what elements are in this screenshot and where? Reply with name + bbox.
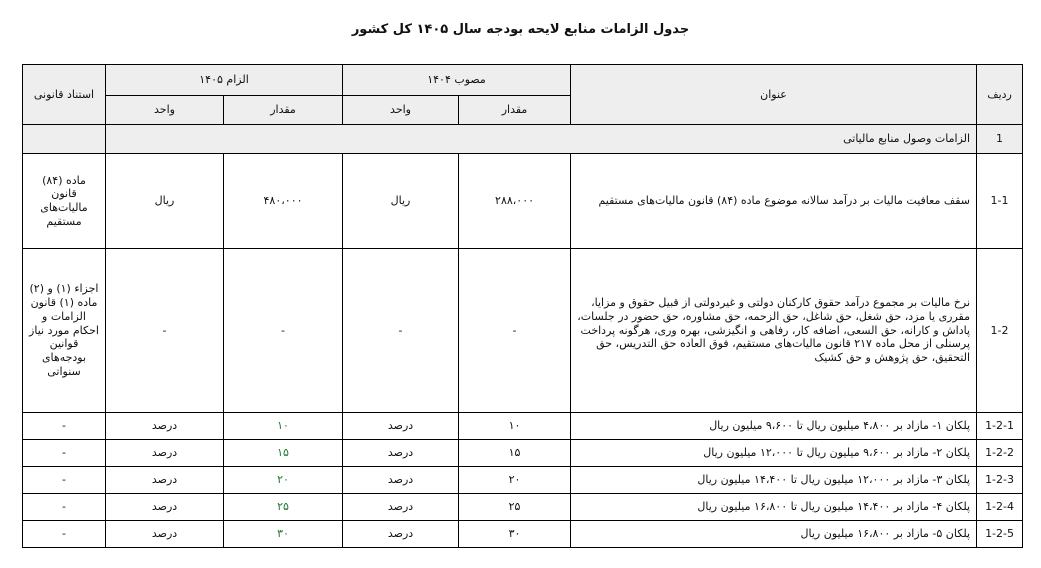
row-number: 1-2 bbox=[977, 249, 1023, 413]
approved-amount: ۲۵ bbox=[459, 494, 571, 521]
table-title: جدول الزامات منابع لایحه بودجه سال ۱۴۰۵ کل کشور bbox=[351, 22, 690, 37]
table-row bbox=[23, 413, 1023, 440]
required-amount: ۱۰ bbox=[224, 413, 343, 440]
row-subject: سقف معافیت مالیات بر درآمد سالانه موضوع ماده (۸۴) قانون مالیات‌های مستقیم bbox=[571, 154, 977, 249]
approved-unit: ریال bbox=[343, 154, 459, 249]
required-unit: درصد bbox=[106, 440, 224, 467]
approved-amount: ۲۸۸،۰۰۰ bbox=[459, 154, 571, 249]
header-required-unit: واحد bbox=[106, 96, 224, 125]
row-subject: پلکان ۵- مازاد بر ۱۶،۸۰۰ میلیون ریال bbox=[571, 521, 977, 548]
required-amount: ۳۰ bbox=[224, 521, 343, 548]
header-approved-unit: واحد bbox=[343, 96, 459, 125]
approved-amount: ۳۰ bbox=[459, 521, 571, 548]
table-row bbox=[23, 467, 1023, 494]
required-unit: درصد bbox=[106, 413, 224, 440]
approved-amount: ۲۰ bbox=[459, 467, 571, 494]
required-amount: ۴۸۰،۰۰۰ bbox=[224, 154, 343, 249]
approved-unit: - bbox=[343, 249, 459, 413]
section-number: 1 bbox=[977, 125, 1023, 154]
row-number: 1-2-5 bbox=[977, 521, 1023, 548]
row-number: 1-2-3 bbox=[977, 467, 1023, 494]
row-subject: پلکان ۴- مازاد بر ۱۴،۴۰۰ میلیون ریال تا ۱۶،۸۰۰ میلیون ریال bbox=[571, 494, 977, 521]
header-row-top bbox=[23, 65, 1023, 96]
header-subject: عنوان bbox=[571, 65, 977, 125]
required-amount: - bbox=[224, 249, 343, 413]
header-required-amount: مقدار bbox=[224, 96, 343, 125]
row-number: 1-1 bbox=[977, 154, 1023, 249]
required-unit: درصد bbox=[106, 467, 224, 494]
row-subject: نرخ مالیات بر مجموع درآمد حقوق کارکنان دولتی و غیردولتی از قبیل حقوق و مزایا، مقرری یا مزد، حق شغل، حق شاغل، حق الزحمه، حق مشاوره، حق حضور در جلسات، پاداش و کارانه، حق السعی، اضافه کار، رفاهی و انگیزشی، بهره وری، هرگونه پرداخت پرسنلی از محل ماده ۲۱۷ قانون مالیات‌های مستقیم، فوق العاده حق التدریس، حق التحقیق، حق پژوهش و حق کشیک bbox=[571, 249, 977, 413]
required-unit: درصد bbox=[106, 494, 224, 521]
required-amount: ۲۵ bbox=[224, 494, 343, 521]
approved-unit: درصد bbox=[343, 494, 459, 521]
header-row-no: ردیف bbox=[977, 65, 1023, 125]
header-approved-amount: مقدار bbox=[459, 96, 571, 125]
approved-unit: درصد bbox=[343, 440, 459, 467]
required-unit: - bbox=[106, 249, 224, 413]
section-title: الزامات وصول منابع مالیاتی bbox=[106, 125, 977, 154]
section-row bbox=[23, 125, 1023, 154]
legal-basis: - bbox=[23, 440, 106, 467]
approved-unit: درصد bbox=[343, 413, 459, 440]
section-empty-cell bbox=[23, 125, 106, 154]
row-subject: پلکان ۱- مازاد بر ۴،۸۰۰ میلیون ریال تا ۹،۶۰۰ میلیون ریال bbox=[571, 413, 977, 440]
table-row bbox=[23, 494, 1023, 521]
approved-amount: - bbox=[459, 249, 571, 413]
row-number: 1-2-4 bbox=[977, 494, 1023, 521]
approved-amount: ۱۰ bbox=[459, 413, 571, 440]
table-row bbox=[23, 521, 1023, 548]
budget-requirements-table bbox=[22, 64, 1023, 548]
legal-basis: - bbox=[23, 494, 106, 521]
table-row bbox=[23, 249, 1023, 413]
table-row bbox=[23, 440, 1023, 467]
approved-amount: ۱۵ bbox=[459, 440, 571, 467]
legal-basis: اجزاء (۱) و (۲) ماده (۱) قانون الزامات و احکام مورد نیاز قوانین بودجه‌های سنواتی bbox=[23, 249, 106, 413]
required-amount: ۲۰ bbox=[224, 467, 343, 494]
row-number: 1-2-2 bbox=[977, 440, 1023, 467]
approved-unit: درصد bbox=[343, 467, 459, 494]
required-unit: ریال bbox=[106, 154, 224, 249]
legal-basis: ماده (۸۴) قانون مالیات‌های مستقیم bbox=[23, 154, 106, 249]
row-subject: پلکان ۲- مازاد بر ۹،۶۰۰ میلیون ریال تا ۱۲،۰۰۰ میلیون ریال bbox=[571, 440, 977, 467]
legal-basis: - bbox=[23, 521, 106, 548]
row-number: 1-2-1 bbox=[977, 413, 1023, 440]
row-subject: پلکان ۳- مازاد بر ۱۲،۰۰۰ میلیون ریال تا ۱۴،۴۰۰ میلیون ریال bbox=[571, 467, 977, 494]
legal-basis: - bbox=[23, 413, 106, 440]
header-approved-1404: مصوب ۱۴۰۴ bbox=[343, 65, 571, 96]
approved-unit: درصد bbox=[343, 521, 459, 548]
table-row bbox=[23, 154, 1023, 249]
header-required-1405: الزام ۱۴۰۵ bbox=[106, 65, 343, 96]
required-amount: ۱۵ bbox=[224, 440, 343, 467]
legal-basis: - bbox=[23, 467, 106, 494]
header-legal-basis: استناد قانونی bbox=[23, 65, 106, 125]
required-unit: درصد bbox=[106, 521, 224, 548]
